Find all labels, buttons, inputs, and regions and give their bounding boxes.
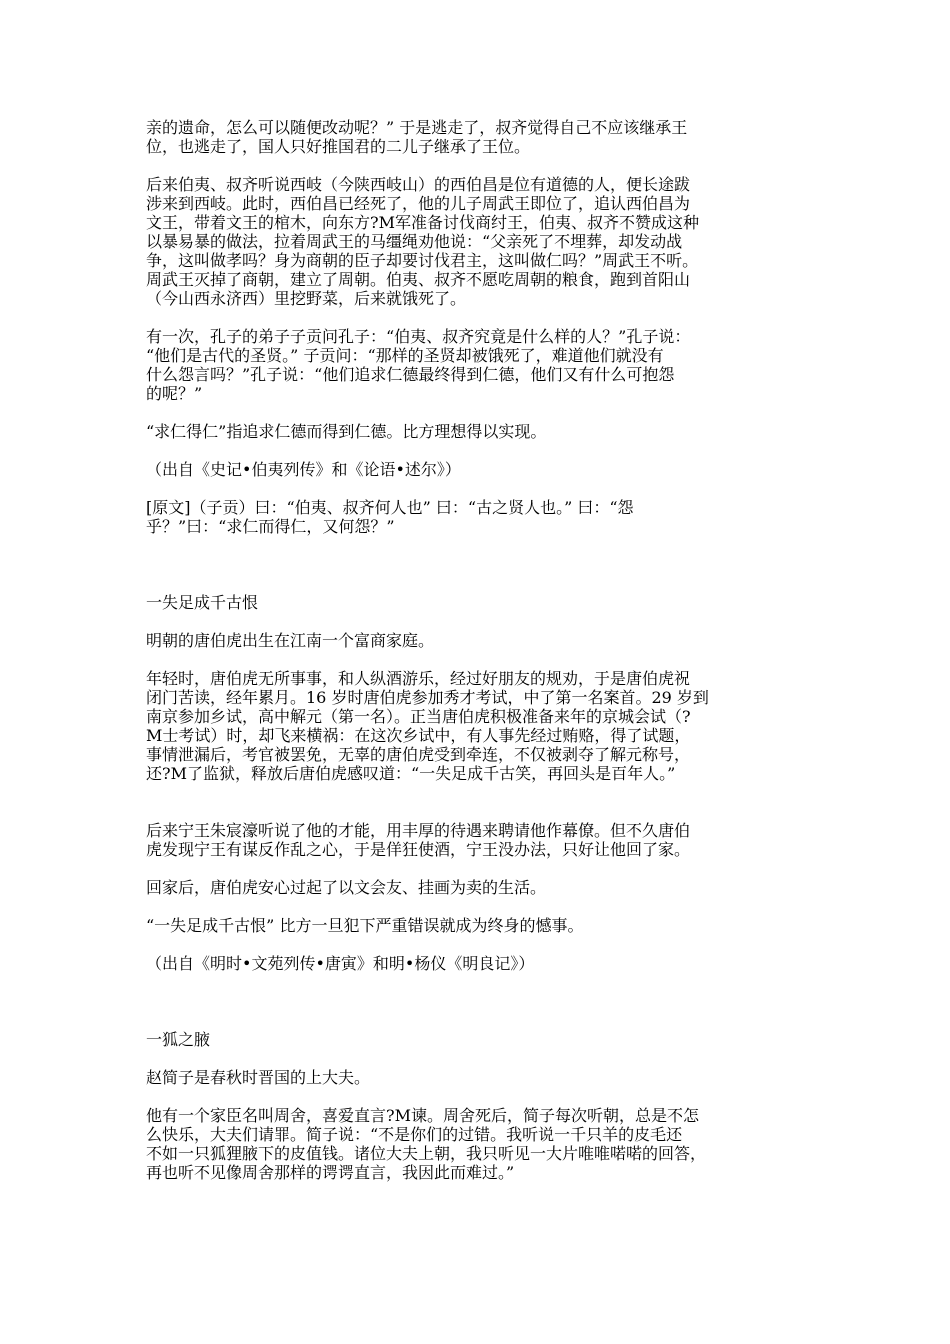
text-line: 后来伯夷、叔齐听说西岐（今陕西岐山）的西伯昌是位有道德的人，便长途跋	[146, 175, 691, 194]
text-line: 一狐之腋	[146, 1030, 211, 1049]
text-line: 不如一只狐狸腋下的皮值钱。诸位大夫上朝，我只听见一大片唯唯喏喏的回答，	[146, 1144, 707, 1163]
paragraph	[146, 327, 818, 403]
section-heading	[146, 1030, 818, 1049]
text-line: 他有一个家臣名叫周舍，喜爱直言?M谏。周舍死后，简子每次听朝，总是不怎	[146, 1106, 699, 1125]
text-line: “求仁得仁”指追求仁德而得到仁德。比方理想得以实现。	[146, 422, 547, 441]
text-line: （今山西永济西）里挖野菜，后来就饿死了。	[146, 289, 467, 308]
text-line: 的呢？”	[146, 384, 203, 403]
paragraph	[146, 498, 818, 536]
text-line: 闭门苦读，经年累月。16 岁时唐伯虎参加秀才考试，中了第一名案首。29 岁到	[146, 688, 709, 707]
text-line: 回家后，唐伯虎安心过起了以文会友、挂画为卖的生活。	[146, 878, 547, 897]
text-line: 争，这叫做孝吗？身为商朝的臣子却要讨伐君主，这叫做仁吗？”周武王不听。	[146, 251, 699, 270]
text-line: 再也听不见像周舍那样的谔谔直言，我因此而难过。”	[146, 1163, 515, 1182]
paragraph	[146, 460, 818, 479]
text-line: 一失足成千古恨	[146, 593, 259, 612]
text-line: 涉来到西岐。此时，西伯昌已经死了，他的儿子周武王即位了，追认西伯昌为	[146, 194, 691, 213]
paragraph	[146, 954, 818, 973]
section-spacer	[146, 992, 818, 1030]
paragraph	[146, 118, 818, 156]
text-line: 南京参加乡试，高中解元（第一名）。正当唐伯虎积极准备来年的京城会试（?	[146, 707, 691, 726]
text-line: 位，也逃走了，国人只好推国君的二儿子继承了王位。	[146, 137, 531, 156]
text-line: 还?M了监狱，释放后唐伯虎感叹道：“一失足成千古笑，再回头是百年人。”	[146, 764, 676, 783]
paragraph	[146, 1068, 818, 1087]
paragraph	[146, 669, 818, 783]
paragraph	[146, 422, 818, 441]
text-line: 以暴易暴的做法，拉着周武王的马缰绳劝他说：“父亲死了不埋葬，却发动战	[146, 232, 683, 251]
text-line: 文王，带着文王的棺木，向东方?M军准备讨伐商纣王，伯夷、叔齐不赞成这种	[146, 213, 699, 232]
text-line: “他们是古代的圣贤。” 子贡问：“那样的圣贤却被饿死了，难道他们就没有	[146, 346, 664, 365]
paragraph	[146, 916, 818, 935]
text-line: 有一次，孔子的弟子子贡问孔子：“伯夷、叔齐究竟是什么样的人？”孔子说：	[146, 327, 691, 346]
text-line: 明朝的唐伯虎出生在江南一个富商家庭。	[146, 631, 435, 650]
paragraph	[146, 631, 818, 650]
text-line: 赵简子是春秋时晋国的上大夫。	[146, 1068, 371, 1087]
text-line: （出自《明时•文苑列传•唐寅》和明•杨仪《明良记》）	[146, 954, 535, 973]
text-line: [原文]（子贡）曰：“伯夷、叔齐何人也” 曰：“古之贤人也。” 曰：“怨	[146, 498, 634, 517]
paragraph	[146, 821, 818, 859]
text-line: 年轻时，唐伯虎无所事事，和人纵酒游乐，经过好朋友的规劝，于是唐伯虎祝	[146, 669, 691, 688]
text-line: 么快乐，大夫们请罪。简子说：“不是你们的过错。我听说一千只羊的皮毛还	[146, 1125, 683, 1144]
text-line: 亲的遗命，怎么可以随便改动呢？” 于是逃走了，叔齐觉得自己不应该继承王	[146, 118, 688, 137]
text-line: 周武王灭掉了商朝，建立了周朝。伯夷、叔齐不愿吃周朝的粮食，跑到首阳山	[146, 270, 691, 289]
text-line: “一失足成千古恨” 比方一旦犯下严重错误就成为终身的憾事。	[146, 916, 584, 935]
text-line: 事情泄漏后，考官被罢免，无辜的唐伯虎受到牵连，不仅被剥夺了解元称号，	[146, 745, 691, 764]
paragraph	[146, 175, 818, 308]
text-line: 乎？”曰：“求仁而得仁，又何怨？”	[146, 517, 395, 536]
paragraph	[146, 878, 818, 897]
document-page	[146, 118, 818, 1201]
text-line: 什么怨言吗？”孔子说：“他们追求仁德最终得到仁德，他们又有什么可抱怨	[146, 365, 675, 384]
text-line: 虎发现宁王有谋反作乱之心，于是佯狂使酒，宁王没办法，只好让他回了家。	[146, 840, 691, 859]
text-line: （出自《史记•伯夷列传》和《论语•述尔》）	[146, 460, 461, 479]
section-spacer	[146, 555, 818, 593]
text-line: 后来宁王朱宸濠听说了他的才能，用丰厚的待遇来聘请他作幕僚。但不久唐伯	[146, 821, 691, 840]
section-heading	[146, 593, 818, 612]
paragraph	[146, 1106, 818, 1182]
text-line: M士考试）时，却飞来横祸：在这次乡试中，有人事先经过贿赂，得了试题，	[146, 726, 691, 745]
section-spacer	[146, 802, 818, 821]
